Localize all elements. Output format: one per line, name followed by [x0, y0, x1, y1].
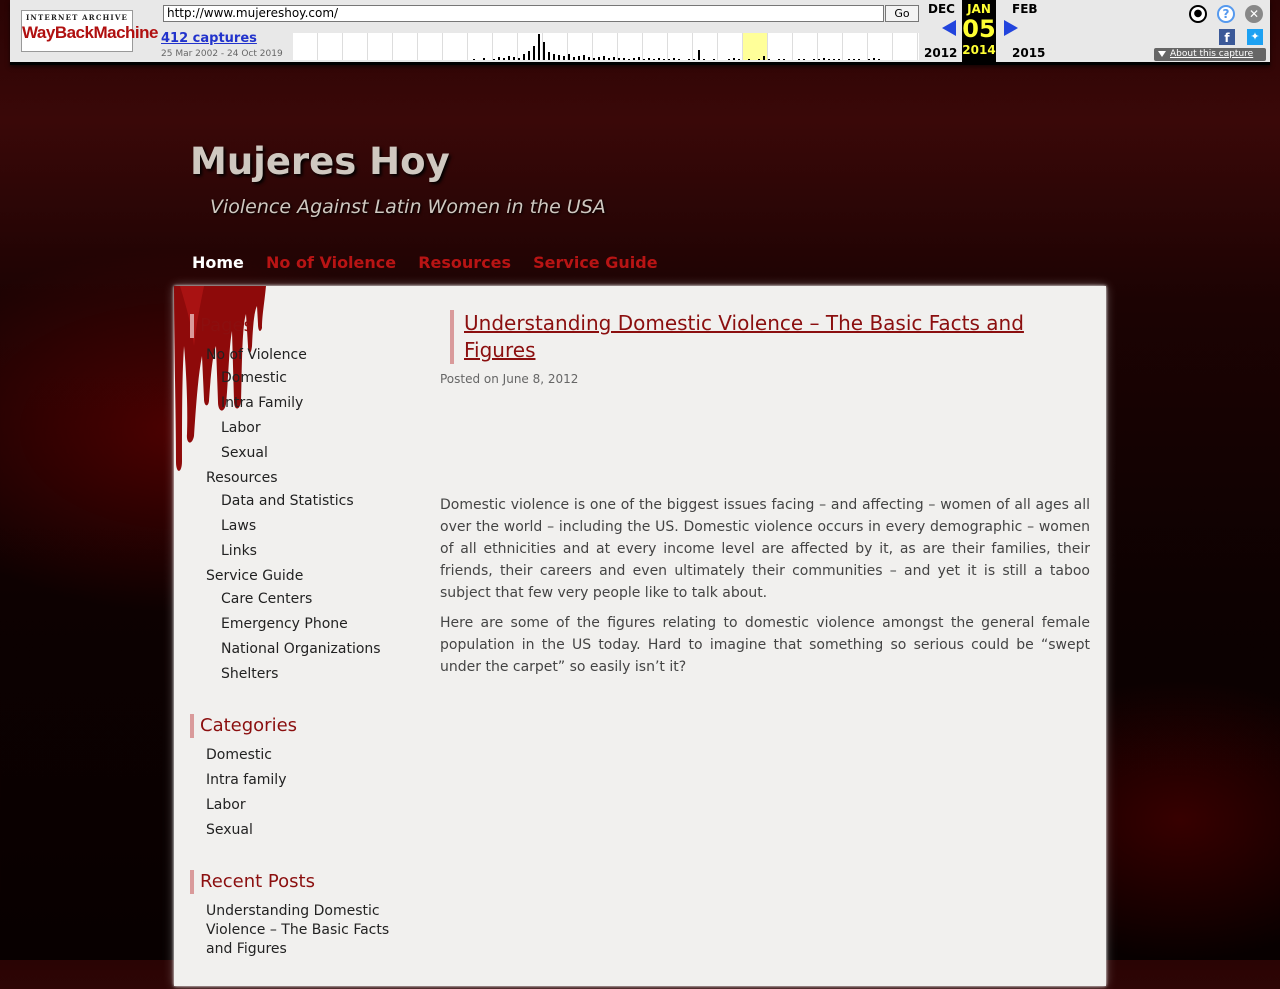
captures-link[interactable]: 412 captures [161, 31, 257, 46]
sparkline-year-cell[interactable] [493, 33, 518, 60]
sparkline-bar [568, 54, 570, 60]
sparkline-year-cell[interactable] [568, 33, 593, 60]
sparkline-year-cell[interactable] [718, 33, 743, 60]
sparkline-year-cell[interactable] [793, 33, 818, 60]
page-item [206, 469, 405, 561]
sparkline-bar [643, 59, 645, 60]
sparkline-bar [588, 57, 590, 60]
sparkline-year-cell[interactable] [618, 33, 643, 60]
sparkline-bar [783, 59, 785, 60]
site-tagline: Violence Against Latin Women in the USA [210, 196, 606, 218]
wayback-logo[interactable] [21, 10, 158, 52]
recent-posts-widget-title: Recent Posts [190, 870, 405, 894]
sparkline-bar [498, 57, 500, 60]
sparkline-bar [693, 59, 695, 60]
post-meta: Posted on June 8, 2012 [440, 372, 579, 386]
wayback-logo-main: WayBackMachine [22, 23, 158, 42]
page-link-sexual[interactable]: Sexual [221, 445, 268, 461]
prev-year-label[interactable]: 2012 [924, 46, 958, 60]
sparkline-bar [663, 59, 665, 60]
page-link-domestic[interactable]: Domestic [221, 370, 287, 386]
sparkline-year-cell[interactable] [368, 33, 393, 60]
sparkline-bar [598, 57, 600, 60]
sparkline-bar [483, 58, 485, 60]
wayback-toolbar [10, 0, 1270, 65]
sparkline-year-cell[interactable] [668, 33, 693, 60]
sparkline-bar [513, 57, 515, 60]
sparkline-bar [738, 59, 740, 60]
sparkline-bar [768, 59, 770, 60]
page-link-resources[interactable]: Resources [206, 470, 278, 486]
sparkline-bar [583, 55, 585, 60]
sparkline-bar [563, 56, 565, 60]
nav-home[interactable]: Home [192, 253, 244, 272]
next-capture-arrow-icon[interactable] [1004, 20, 1018, 36]
next-year-label[interactable]: 2015 [1012, 46, 1046, 60]
sparkline-year-cell[interactable] [318, 33, 343, 60]
sparkline-year-cell[interactable] [443, 33, 468, 60]
capture-range: 25 Mar 2002 - 24 Oct 2019 [161, 49, 283, 59]
sparkline-bar [733, 58, 735, 60]
sparkline-year-cell[interactable] [768, 33, 793, 60]
sparkline-bar [658, 58, 660, 60]
user-icon[interactable]: ● [1189, 5, 1207, 23]
categories-widget-title: Categories [190, 714, 405, 738]
sparkline-bar [878, 59, 880, 60]
wayback-logo-top: INTERNET ARCHIVE [25, 13, 129, 22]
sparkline-bar [678, 59, 680, 60]
sparkline-bar [628, 59, 630, 60]
sparkline-bar [763, 56, 765, 60]
post-paragraph: Here are some of the figures relating to domestic violence amongst the general female population in the US today. Hard to imagine that something so serious could be “swept under the carpet” so easily isn’t it? [440, 615, 1090, 675]
current-month: JAN [967, 2, 991, 16]
sparkline-year-cell[interactable] [468, 33, 493, 60]
sparkline-year-cell[interactable] [868, 33, 893, 60]
recent-posts-widget [190, 870, 405, 959]
prev-month-label[interactable]: DEC [928, 2, 955, 16]
sparkline-bar [533, 46, 535, 60]
sparkline-bar [828, 59, 830, 60]
page-link-no-of-violence[interactable]: No of Violence [206, 347, 307, 363]
go-button[interactable]: Go [885, 5, 919, 22]
prev-capture-arrow-icon[interactable] [942, 20, 956, 36]
sparkline-bar [748, 59, 750, 60]
sparkline-bar [798, 59, 800, 60]
facebook-icon[interactable]: f [1219, 29, 1235, 45]
sparkline-year-cell[interactable] [843, 33, 868, 60]
sparkline-bar [838, 59, 840, 60]
about-capture-button[interactable] [1154, 48, 1266, 61]
sparkline-bar [528, 51, 530, 60]
page-link-care-centers[interactable]: Care Centers [221, 591, 313, 607]
pages-widget [190, 314, 405, 684]
sparkline-year-cell[interactable] [393, 33, 418, 60]
current-year: 2014 [962, 43, 996, 57]
sparkline-bar [608, 58, 610, 60]
sparkline-bar [553, 54, 555, 60]
post-header [450, 310, 1090, 364]
sparkline-bar [833, 59, 835, 60]
page-item [206, 567, 405, 684]
date-navigator [920, 0, 1050, 62]
sparkline-bar [623, 58, 625, 60]
help-icon[interactable]: ? [1217, 5, 1235, 23]
sparkline-bar [713, 59, 715, 60]
sparkline-year-cell[interactable] [693, 33, 718, 60]
sparkline-bar [578, 56, 580, 60]
post-body [440, 494, 1090, 678]
sparkline-bar [698, 50, 700, 60]
sparkline-bar [618, 58, 620, 60]
category-link-labor[interactable]: Labor [206, 797, 246, 813]
sparkline-bar [848, 59, 850, 60]
sparkline-bar [518, 58, 520, 60]
next-month-label[interactable]: FEB [1012, 2, 1038, 16]
current-capture-date [962, 0, 996, 62]
url-input[interactable]: http://www.mujereshoy.com/ [163, 5, 884, 22]
sparkline-bar [523, 54, 525, 60]
sparkline-bar [558, 55, 560, 60]
sparkline-bar [653, 59, 655, 60]
sparkline-bar [873, 58, 875, 60]
site-title[interactable]: Mujeres Hoy [190, 140, 450, 183]
twitter-icon[interactable]: ✦ [1247, 29, 1263, 45]
sparkline-bar [823, 58, 825, 60]
page-link-data-and-statistics[interactable]: Data and Statistics [221, 493, 354, 509]
category-link-domestic[interactable]: Domestic [206, 747, 272, 763]
about-capture-label: About this capture [1170, 49, 1254, 59]
sparkline-bar [473, 59, 475, 60]
recent-post-link[interactable]: Understanding Domestic Violence – The Basic Facts and Figures [206, 903, 390, 957]
categories-widget [190, 714, 405, 840]
pages-widget-title: Pages [190, 314, 405, 338]
sparkline-bar [703, 59, 705, 60]
sparkline-bar [493, 59, 495, 60]
sparkline-bar [633, 58, 635, 60]
sparkline-bar [818, 59, 820, 60]
nav-resources[interactable]: Resources [418, 253, 512, 272]
sparkline-year-cell[interactable] [593, 33, 618, 60]
sparkline-bar [593, 58, 595, 60]
sparkline-bar [728, 59, 730, 60]
sparkline-bar [538, 34, 540, 60]
sparkline-bar [543, 42, 545, 60]
sparkline-bar [853, 59, 855, 60]
sparkline-bar [673, 58, 675, 60]
nav-service-guide[interactable]: Service Guide [533, 253, 658, 272]
sparkline-bar [668, 59, 670, 60]
sparkline-bar [613, 57, 615, 60]
sparkline-bar [688, 59, 690, 60]
sparkline-bar [573, 57, 575, 60]
sparkline-bar [603, 56, 605, 60]
page-link-shelters[interactable]: Shelters [221, 666, 279, 682]
sparkline-bar [758, 59, 760, 60]
category-link-intra-family[interactable]: Intra family [206, 772, 287, 788]
main-nav [192, 253, 675, 275]
page-link-intra-family[interactable]: Intra Family [221, 395, 304, 411]
page-link-emergency-phone[interactable]: Emergency Phone [221, 616, 348, 632]
sparkline-bar [503, 58, 505, 60]
page-link-national-organizations[interactable]: National Organizations [221, 641, 381, 657]
sparkline-year-cell[interactable] [643, 33, 668, 60]
close-icon[interactable]: ✕ [1245, 5, 1263, 23]
sparkline-bar [813, 59, 815, 60]
sparkline-year-cell[interactable] [293, 33, 318, 60]
post-title-link[interactable]: Understanding Domestic Violence – The Basic Facts and Figures [464, 311, 1024, 362]
sparkline-bar [778, 59, 780, 60]
sparkline-bar [868, 59, 870, 60]
page-link-labor[interactable]: Labor [221, 420, 261, 436]
page-link-service-guide[interactable]: Service Guide [206, 568, 304, 584]
sparkline-bar [803, 59, 805, 60]
sparkline-year-cell[interactable] [343, 33, 368, 60]
sparkline-bar [648, 58, 650, 60]
sparkline-bar [508, 56, 510, 60]
capture-sparkline[interactable] [293, 33, 919, 60]
page-link-laws[interactable]: Laws [221, 518, 257, 534]
category-link-sexual[interactable]: Sexual [206, 822, 253, 838]
content-panel [174, 286, 1106, 986]
sparkline-bar [858, 59, 860, 60]
post-paragraph: Domestic violence is one of the biggest issues facing – and affecting – women of all ages all over the world – including the US. Domestic violence occurs in every demographic – women of all ethnicities and at every income level are affected by it, as are their families, their friends, their careers and even ultimately their communities – and yet it is still a taboo subject that few very people like to talk about. [440, 497, 1090, 601]
page-item [206, 346, 405, 463]
current-day: 05 [962, 15, 996, 43]
sparkline-year-cell[interactable] [418, 33, 443, 60]
post-article [440, 310, 1090, 686]
sparkline-bar [638, 57, 640, 60]
page-link-links[interactable]: Links [221, 543, 257, 559]
chevron-down-icon [1158, 51, 1166, 57]
sparkline-year-cell[interactable] [818, 33, 843, 60]
sparkline-bar [548, 52, 550, 60]
sparkline-year-cell[interactable] [893, 33, 918, 60]
sidebar [190, 314, 405, 989]
nav-no-of-violence[interactable]: No of Violence [266, 253, 397, 272]
